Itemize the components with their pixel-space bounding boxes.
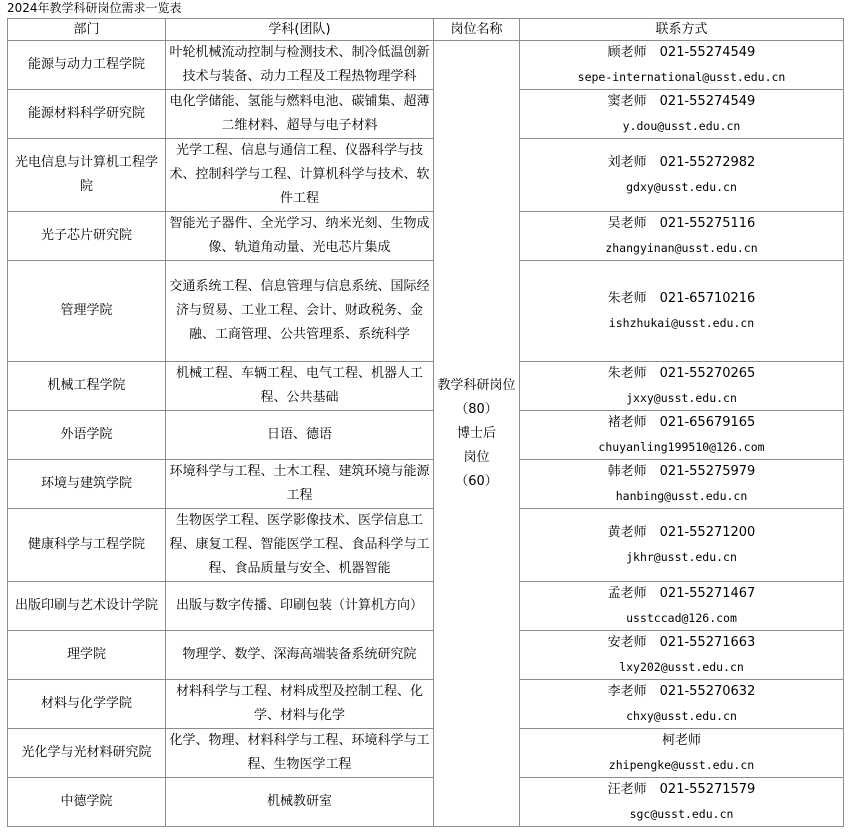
contact-email: sepe-international@usst.edu.cn — [577, 70, 786, 84]
contact-email: chuyanling199510@126.com — [598, 440, 765, 454]
dept-name: 光化学与光材料研究院 — [21, 745, 152, 760]
table-row — [8, 212, 844, 261]
contact-name-phone: 李老师 021-55270632 — [607, 684, 756, 699]
dept-name: 环境与建筑学院 — [40, 476, 132, 491]
discipline-text: 光学工程、信息与通信工程、仪器科学与技术、控制科学与工程、计算机科学与技术、软件工程 — [169, 143, 430, 206]
contact-name-phone: 柯老师 — [661, 733, 701, 748]
contact-email: hanbing@usst.edu.cn — [615, 489, 748, 503]
table-row — [8, 509, 844, 582]
table-row — [8, 261, 844, 362]
discipline-cell — [166, 41, 434, 90]
discipline-text: 智能光子器件、全光学习、纳米光刻、生物成像、轨道角动量、光电芯片集成 — [169, 216, 430, 255]
dept-name: 能源与动力工程学院 — [27, 57, 145, 72]
header-discipline: 学科(团队) — [166, 19, 434, 41]
dept-cell — [8, 411, 166, 460]
dept-cell — [8, 631, 166, 680]
post-name-line3: 博士后 — [456, 425, 496, 441]
header-dept: 部门 — [8, 19, 166, 41]
dept-cell — [8, 212, 166, 261]
dept-cell — [8, 680, 166, 729]
discipline-cell — [166, 509, 434, 582]
table-row — [8, 411, 844, 460]
discipline-cell — [166, 631, 434, 680]
discipline-text: 环境科学与工程、土木工程、建筑环境与能源工程 — [169, 464, 430, 503]
discipline-text: 交通系统工程、信息管理与信息系统、国际经济与贸易、工业工程、会计、财政税务、金融、工商管理、公共管理系、系统科学 — [169, 279, 430, 342]
contact-cell — [520, 631, 844, 680]
dept-cell — [8, 41, 166, 90]
table-row — [8, 90, 844, 139]
dept-name: 材料与化学学院 — [40, 696, 132, 711]
contact-email: jxxy@usst.edu.cn — [626, 391, 737, 405]
contact-email: lxy202@usst.edu.cn — [619, 660, 744, 674]
contact-cell — [520, 90, 844, 139]
dept-name: 管理学院 — [60, 303, 113, 318]
discipline-cell — [166, 582, 434, 631]
contact-email: jkhr@usst.edu.cn — [626, 550, 737, 564]
contact-email: zhipengke@usst.edu.cn — [608, 758, 755, 772]
contact-name-phone: 黄老师 021-55271200 — [607, 525, 756, 540]
dept-name: 光子芯片研究院 — [40, 228, 132, 243]
dept-cell — [8, 261, 166, 362]
contact-cell — [520, 411, 844, 460]
post-name-line5: （60） — [455, 473, 498, 489]
contact-cell — [520, 729, 844, 778]
contact-cell — [520, 680, 844, 729]
dept-cell — [8, 139, 166, 212]
contact-cell — [520, 582, 844, 631]
table-row — [8, 631, 844, 680]
discipline-text: 日语、德语 — [266, 427, 332, 442]
discipline-cell — [166, 261, 434, 362]
table-row — [8, 41, 844, 90]
contact-name-phone: 吴老师 021-55275116 — [607, 216, 756, 231]
contact-cell — [520, 509, 844, 582]
discipline-text: 出版与数字传播、印刷包装（计算机方向） — [175, 598, 423, 613]
dept-cell — [8, 460, 166, 509]
job-requirements-table — [7, 18, 844, 827]
discipline-text: 机械教研室 — [266, 794, 332, 809]
contact-cell — [520, 362, 844, 411]
contact-name-phone: 窦老师 021-55274549 — [607, 94, 756, 109]
dept-name: 能源材料科学研究院 — [27, 106, 145, 121]
dept-name: 出版印刷与艺术设计学院 — [14, 598, 158, 613]
dept-cell — [8, 90, 166, 139]
discipline-cell — [166, 90, 434, 139]
contact-email: usstccad@126.com — [626, 611, 737, 625]
contact-cell — [520, 778, 844, 827]
contact-name-phone: 安老师 021-55271663 — [607, 635, 756, 650]
table-row — [8, 362, 844, 411]
discipline-text: 材料科学与工程、材料成型及控制工程、化学、材料与化学 — [175, 684, 423, 723]
contact-cell — [520, 139, 844, 212]
dept-name: 外语学院 — [60, 427, 113, 442]
discipline-cell — [166, 680, 434, 729]
contact-email: zhangyinan@usst.edu.cn — [605, 241, 758, 255]
table-row — [8, 582, 844, 631]
contact-name-phone: 孟老师 021-55271467 — [607, 586, 756, 601]
dept-name: 光电信息与计算机工程学院 — [14, 155, 158, 194]
table-row — [8, 729, 844, 778]
discipline-text: 电化学储能、氢能与燃料电池、碳铺集、超薄二维材料、超导与电子材料 — [169, 94, 430, 133]
dept-name: 健康科学与工程学院 — [27, 537, 145, 552]
discipline-text: 生物医学工程、医学影像技术、医学信息工程、康复工程、智能医学工程、食品科学与工程、食品质量与安全、机器智能 — [169, 513, 430, 576]
dept-cell — [8, 582, 166, 631]
contact-name-phone: 朱老师 021-65710216 — [607, 291, 756, 306]
contact-cell — [520, 41, 844, 90]
contact-name-phone: 朱老师 021-55270265 — [607, 366, 756, 381]
contact-email: sgc@usst.edu.cn — [629, 807, 734, 821]
table-row — [8, 460, 844, 509]
dept-name: 机械工程学院 — [47, 378, 126, 393]
discipline-cell — [166, 729, 434, 778]
discipline-text: 物理学、数学、深海高端装备系统研究院 — [182, 647, 417, 662]
contact-cell — [520, 212, 844, 261]
discipline-cell — [166, 778, 434, 827]
contact-email: ishzhukai@usst.edu.cn — [608, 316, 755, 330]
post-name-line2: （80） — [455, 401, 498, 417]
contact-email: chxy@usst.edu.cn — [626, 709, 737, 723]
contact-name-phone: 褚老师 021-65679165 — [607, 415, 756, 430]
post-name-line1: 教学科研岗位 — [437, 377, 516, 393]
header-row — [8, 19, 844, 41]
contact-name-phone: 顾老师 021-55274549 — [607, 45, 756, 60]
discipline-text: 化学、物理、材料科学与工程、环境科学与工程、生物医学工程 — [169, 733, 430, 772]
discipline-cell — [166, 362, 434, 411]
dept-cell — [8, 729, 166, 778]
discipline-cell — [166, 212, 434, 261]
contact-name-phone: 汪老师 021-55271579 — [607, 782, 756, 797]
discipline-text: 机械工程、车辆工程、电气工程、机器人工程、公共基础 — [175, 366, 423, 405]
dept-cell — [8, 509, 166, 582]
discipline-cell — [166, 139, 434, 212]
contact-name-phone: 刘老师 021-55272982 — [607, 155, 756, 170]
table-title: 2024年教学科研岗位需求一览表 — [7, 1, 182, 15]
contact-email: gdxy@usst.edu.cn — [626, 180, 737, 194]
contact-email: y.dou@usst.edu.cn — [622, 119, 741, 133]
header-contact: 联系方式 — [520, 19, 844, 41]
dept-cell — [8, 362, 166, 411]
table-row — [8, 680, 844, 729]
dept-name: 理学院 — [66, 647, 106, 662]
table-row — [8, 139, 844, 212]
table-row — [8, 778, 844, 827]
discipline-cell — [166, 460, 434, 509]
discipline-text: 叶轮机械流动控制与检测技术、制冷低温创新技术与装备、动力工程及工程热物理学科 — [169, 45, 430, 84]
discipline-cell — [166, 411, 434, 460]
contact-cell — [520, 261, 844, 362]
post-name-cell — [434, 41, 520, 827]
contact-name-phone: 韩老师 021-55275979 — [607, 464, 756, 479]
contact-cell — [520, 460, 844, 509]
post-name-line4: 岗位 — [463, 449, 490, 465]
dept-name: 中德学院 — [60, 794, 113, 809]
dept-cell — [8, 778, 166, 827]
header-post: 岗位名称 — [434, 19, 520, 41]
